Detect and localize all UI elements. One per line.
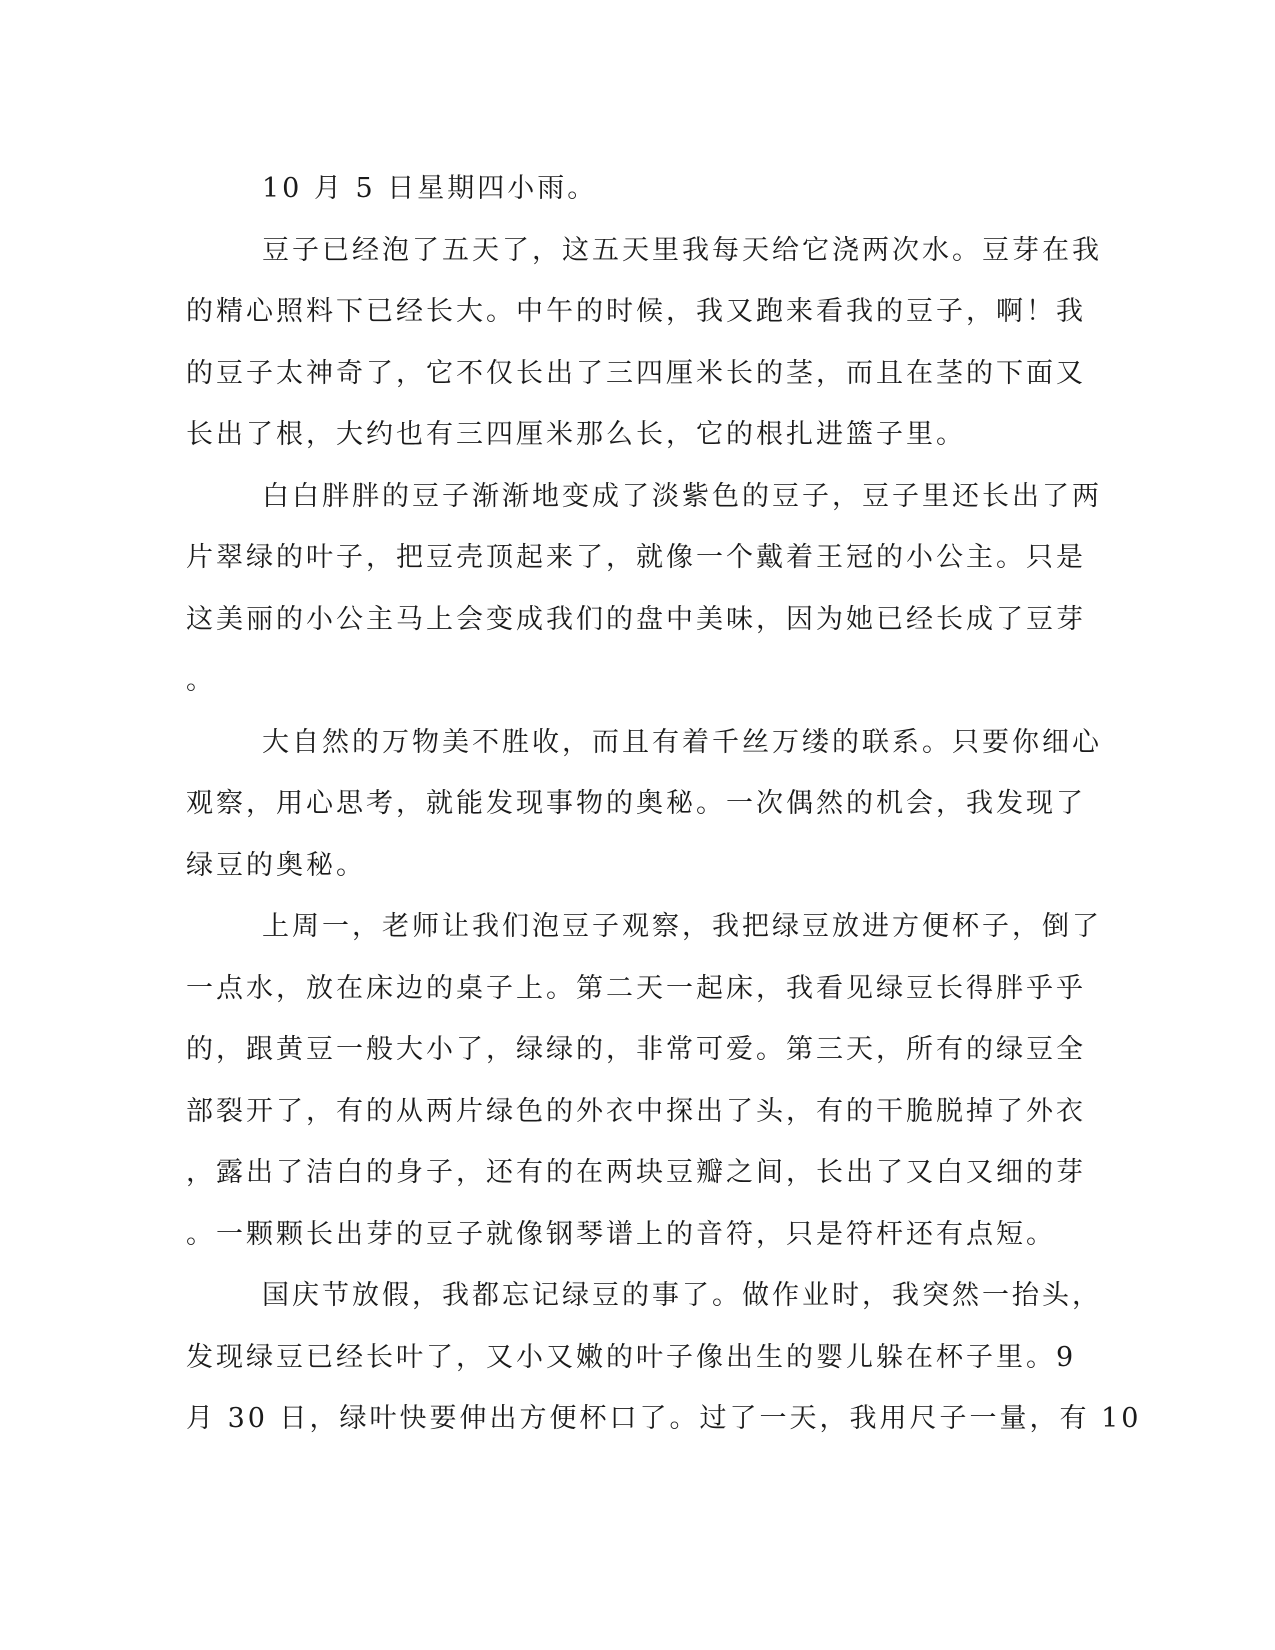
paragraph-line: 的精心照料下已经长大。中午的时候，我又跑来看我的豆子，啊！我 [186,296,1086,327]
paragraph-line: 白白胖胖的豆子渐渐地变成了淡紫色的豆子，豆子里还长出了两 [262,480,1102,512]
paragraph-line: 月 30 日，绿叶快要伸出方便杯口了。过了一天，我用尺子一量，有 10 [186,1403,1142,1434]
paragraph-line: 的豆子太神奇了，它不仅长出了三四厘米长的茎，而且在茎的下面又 [186,357,1086,389]
paragraph-line: 大自然的万物美不胜收，而且有着千丝万缕的联系。只要你细心 [262,726,1102,758]
paragraph-line: 一点水，放在床边的桌子上。第二天一起床，我看见绿豆长得胖乎乎 [186,972,1086,1004]
paragraph-line: 。 [186,665,216,696]
paragraph-line: 发现绿豆已经长叶了，又小又嫩的叶子像出生的婴儿躲在杯子里。9 [186,1341,1077,1373]
paragraph-line: 部裂开了，有的从两片绿色的外衣中探出了头，有的干脆脱掉了外衣 [186,1095,1086,1127]
date-line: 10 月 5 日星期四小雨。 [262,173,598,204]
paragraph-line: 国庆节放假，我都忘记绿豆的事了。做作业时，我突然一抬头， [262,1280,1102,1311]
paragraph-line: 片翠绿的叶子，把豆壳顶起来了，就像一个戴着王冠的小公主。只是 [186,542,1086,573]
paragraph-line: 长出了根，大约也有三四厘米那么长，它的根扎进篮子里。 [186,419,966,450]
paragraph-line: 。一颗颗长出芽的豆子就像钢琴谱上的音符，只是符杆还有点短。 [186,1218,1056,1250]
document-body [186,158,1142,1450]
paragraph-line: 上周一，老师让我们泡豆子观察，我把绿豆放进方便杯子，倒了 [262,911,1102,942]
paragraph-line: 观察，用心思考，就能发现事物的奥秘。一次偶然的机会，我发现了 [186,788,1086,819]
paragraph-line: 豆子已经泡了五天了，这五天里我每天给它浇两次水。豆芽在我 [262,234,1102,266]
paragraph-line: 绿豆的奥秘。 [186,849,366,881]
paragraph-line: 这美丽的小公主马上会变成我们的盘中美味，因为她已经长成了豆芽 [186,603,1086,635]
paragraph-line: ，露出了洁白的身子，还有的在两块豆瓣之间，长出了又白又细的芽 [186,1157,1086,1188]
paragraph-line: 的，跟黄豆一般大小了，绿绿的，非常可爱。第三天，所有的绿豆全 [186,1034,1086,1065]
